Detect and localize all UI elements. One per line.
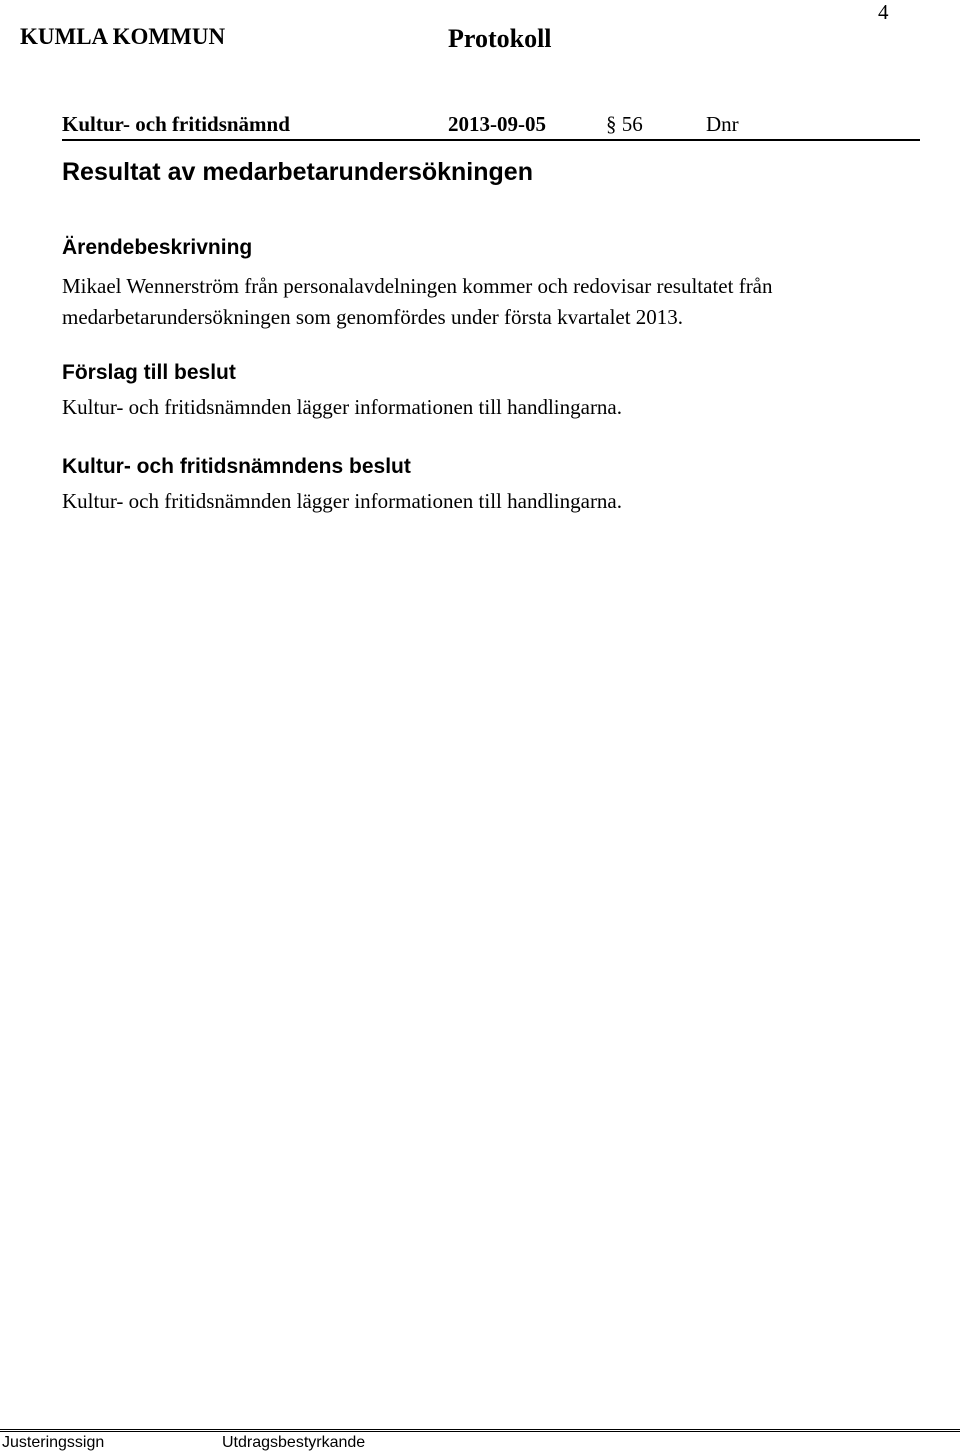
footer-divider-inner [0, 1431, 960, 1432]
paragraph-line: medarbetarundersökningen som genomfördes under första kvartalet 2013. [62, 305, 684, 329]
footer-justeringssign: Justeringssign [2, 1434, 105, 1451]
paragraph-line: Mikael Wennerström från personalavdelningen kommer och redovisar resultatet från [62, 274, 773, 298]
page-number: 4 [878, 0, 889, 24]
dnr-label: Dnr [706, 112, 739, 136]
committee-name: Kultur- och fritidsnämnd [62, 112, 290, 136]
paragraph-line: Kultur- och fritidsnämnden lägger informationen till handlingarna. [62, 489, 623, 513]
section-heading: Ärendebeskrivning [62, 236, 253, 259]
paragraph-line: Kultur- och fritidsnämnden lägger informationen till handlingarna. [62, 395, 623, 419]
document-type: Protokoll [448, 24, 552, 53]
paragraph-number: § 56 [606, 112, 643, 136]
footer-utdragsbestyrkande: Utdragsbestyrkande [222, 1434, 366, 1451]
footer-divider [0, 1429, 960, 1430]
page-title: Resultat av medarbetarundersökningen [62, 158, 533, 186]
header-divider [62, 139, 920, 141]
section-heading: Förslag till beslut [62, 361, 236, 384]
organization-name: KUMLA KOMMUN [20, 24, 226, 49]
meeting-date: 2013-09-05 [448, 112, 546, 136]
section-heading: Kultur- och fritidsnämndens beslut [62, 455, 411, 478]
